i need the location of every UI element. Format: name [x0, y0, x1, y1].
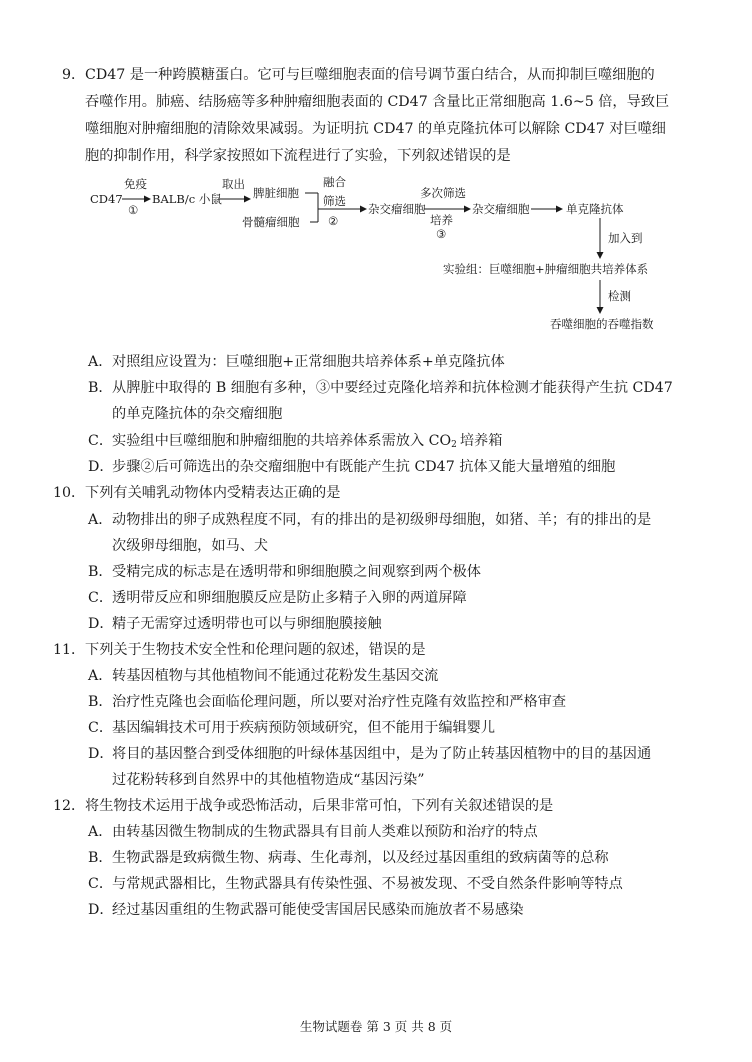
- flow-add-label: 加入到: [608, 231, 643, 245]
- flow-step1: ①: [128, 203, 139, 217]
- q12-option-b-text: 生物武器是致病微生物、病毒、生化毒剂，以及经过基因重组的致病菌等的总称: [112, 850, 609, 866]
- q9-option-c-letter: C．: [88, 433, 114, 449]
- q9-option-b-text-2: 的单克隆抗体的杂交瘤细胞: [112, 406, 283, 422]
- flow-experiment-group: 实验组：巨噬细胞+肿瘤细胞共培养体系: [443, 262, 649, 276]
- q9-option-a-text: 对照组应设置为：巨噬细胞+正常细胞共培养体系+单克隆抗体: [112, 354, 505, 370]
- flow-mouse: BALB/c 小鼠: [152, 192, 222, 206]
- q12-option-d-letter: D．: [88, 902, 114, 918]
- q12-option-c-letter: C．: [88, 876, 114, 892]
- q11-option-b-text: 治疗性克隆也会面临伦理问题，所以要对治疗性克隆有效监控和严格审查: [112, 694, 567, 710]
- q9-option-c-text-tail: 培养箱: [459, 433, 503, 449]
- q9-option-c-text-main: 实验组中巨噬细胞和肿瘤细胞的共培养体系需放入 CO: [112, 433, 452, 449]
- flow-hybridoma-1: 杂交瘤细胞: [368, 202, 426, 216]
- flow-multi-screen-label: 多次筛选: [420, 186, 466, 200]
- flow-culture-label: 培养: [430, 213, 453, 227]
- q11-option-c-text: 基因编辑技术可用于疾病预防领域研究，但不能用于编辑婴儿: [112, 720, 496, 736]
- q9-stem-line-1: CD47 是一种跨膜糖蛋白。它可与巨噬细胞表面的信号调节蛋白结合，从而抑制巨噬细胞的: [85, 67, 655, 83]
- q10-option-b-text: 受精完成的标志是在透明带和卵细胞膜之间观察到两个极体: [112, 564, 481, 580]
- q10-option-a-text-1: 动物排出的卵子成熟程度不同，有的排出的是初级卵母细胞，如猪、羊；有的排出的是: [112, 512, 652, 528]
- q9-option-b-text-1: 从脾脏中取得的 B 细胞有多种，③中要经过克隆化培养和抗体检测才能获得产生抗 CD47: [112, 380, 673, 396]
- flow-step2: ②: [328, 214, 339, 228]
- flow-step3: ③: [436, 227, 447, 241]
- q10-number: 10．: [53, 485, 86, 501]
- q11-number: 11．: [53, 642, 86, 658]
- q10-option-a-text-2: 次级卵母细胞，如马、犬: [112, 538, 269, 554]
- q10-stem: 下列有关哺乳动物体内受精表达正确的是: [85, 485, 341, 501]
- q11-option-d-letter: D．: [88, 746, 114, 762]
- flow-detect-label: 检测: [608, 289, 631, 303]
- flow-immunize-label: 免疫: [124, 177, 147, 191]
- q9-stem-line-4: 胞的抑制作用，科学家按照如下流程进行了实验，下列叙述错误的是: [85, 148, 511, 164]
- flow-phagocytic-index: 吞噬细胞的吞噬指数: [550, 317, 654, 331]
- q9-option-b-letter: B．: [88, 380, 113, 396]
- q9-option-c-subscript: 2: [451, 440, 457, 450]
- q10-option-d-text: 精子无需穿过透明带也可以与卵细胞膜接触: [112, 616, 382, 632]
- q11-option-b-letter: B．: [88, 694, 113, 710]
- q12-stem: 将生物技术运用于战争或恐怖活动，后果非常可怕，下列有关叙述错误的是: [85, 798, 554, 814]
- q11-option-a-letter: A．: [88, 668, 113, 684]
- flow-myeloma-cells: 骨髓瘤细胞: [242, 215, 300, 229]
- q9-option-a-letter: A．: [88, 354, 113, 370]
- flow-antibody: 单克隆抗体: [566, 202, 624, 216]
- flow-spleen-cells: 脾脏细胞: [253, 186, 299, 200]
- q12-option-a-text: 由转基因微生物制成的生物武器具有目前人类难以预防和治疗的特点: [112, 824, 538, 840]
- q10-option-b-letter: B．: [88, 564, 113, 580]
- q9-stem-line-3: 噬细胞对肿瘤细胞的清除效果减弱。为证明抗 CD47 的单克隆抗体可以解除 CD47 对巨噬细: [85, 121, 666, 137]
- flow-extract-label: 取出: [222, 177, 245, 191]
- flow-fuse-label: 融合: [323, 175, 346, 189]
- q11-option-d-text-1: 将目的基因整合到受体细胞的叶绿体基因组中，是为了防止转基因植物中的目的基因通: [112, 746, 652, 762]
- q10-option-c-letter: C．: [88, 590, 114, 606]
- q12-number: 12．: [53, 798, 86, 814]
- q9-option-d-text: 步骤②后可筛选出的杂交瘤细胞中有既能产生抗 CD47 抗体又能大量增殖的细胞: [112, 459, 616, 475]
- q10-option-d-letter: D．: [88, 616, 114, 632]
- q10-option-c-text: 透明带反应和卵细胞膜反应是防止多精子入卵的两道屏障: [112, 590, 467, 606]
- flow-screen-label: 筛选: [323, 194, 346, 208]
- q12-option-c-text: 与常规武器相比，生物武器具有传染性强、不易被发现、不受自然条件影响等特点: [112, 876, 623, 892]
- q9-option-c-text: [112, 431, 502, 455]
- q11-stem: 下列关于生物技术安全性和伦理问题的叙述，错误的是: [85, 642, 426, 658]
- q12-option-a-letter: A．: [88, 824, 113, 840]
- flow-cd47: CD47: [90, 192, 123, 206]
- q9-option-d-letter: D．: [88, 459, 114, 475]
- page-footer: 生物试题卷 第 3 页 共 8 页: [299, 1019, 453, 1034]
- experiment-flow-diagram: [0, 0, 752, 340]
- q12-option-d-text: 经过基因重组的生物武器可能使受害国居民感染而施放者不易感染: [112, 902, 524, 918]
- q10-option-a-letter: A．: [88, 512, 113, 528]
- q11-option-d-text-2: 过花粉转移到自然界中的其他植物造成“基因污染”: [112, 772, 425, 788]
- q11-option-a-text: 转基因植物与其他植物间不能通过花粉发生基因交流: [112, 668, 439, 684]
- q12-option-b-letter: B．: [88, 850, 113, 866]
- q9-number: 9．: [62, 67, 86, 83]
- q9-stem-line-2: 吞噬作用。肺癌、结肠癌等多种肿瘤细胞表面的 CD47 含量比正常细胞高 1.6~5 倍，导致巨: [85, 94, 670, 110]
- flow-hybridoma-2: 杂交瘤细胞: [472, 202, 530, 216]
- q11-option-c-letter: C．: [88, 720, 114, 736]
